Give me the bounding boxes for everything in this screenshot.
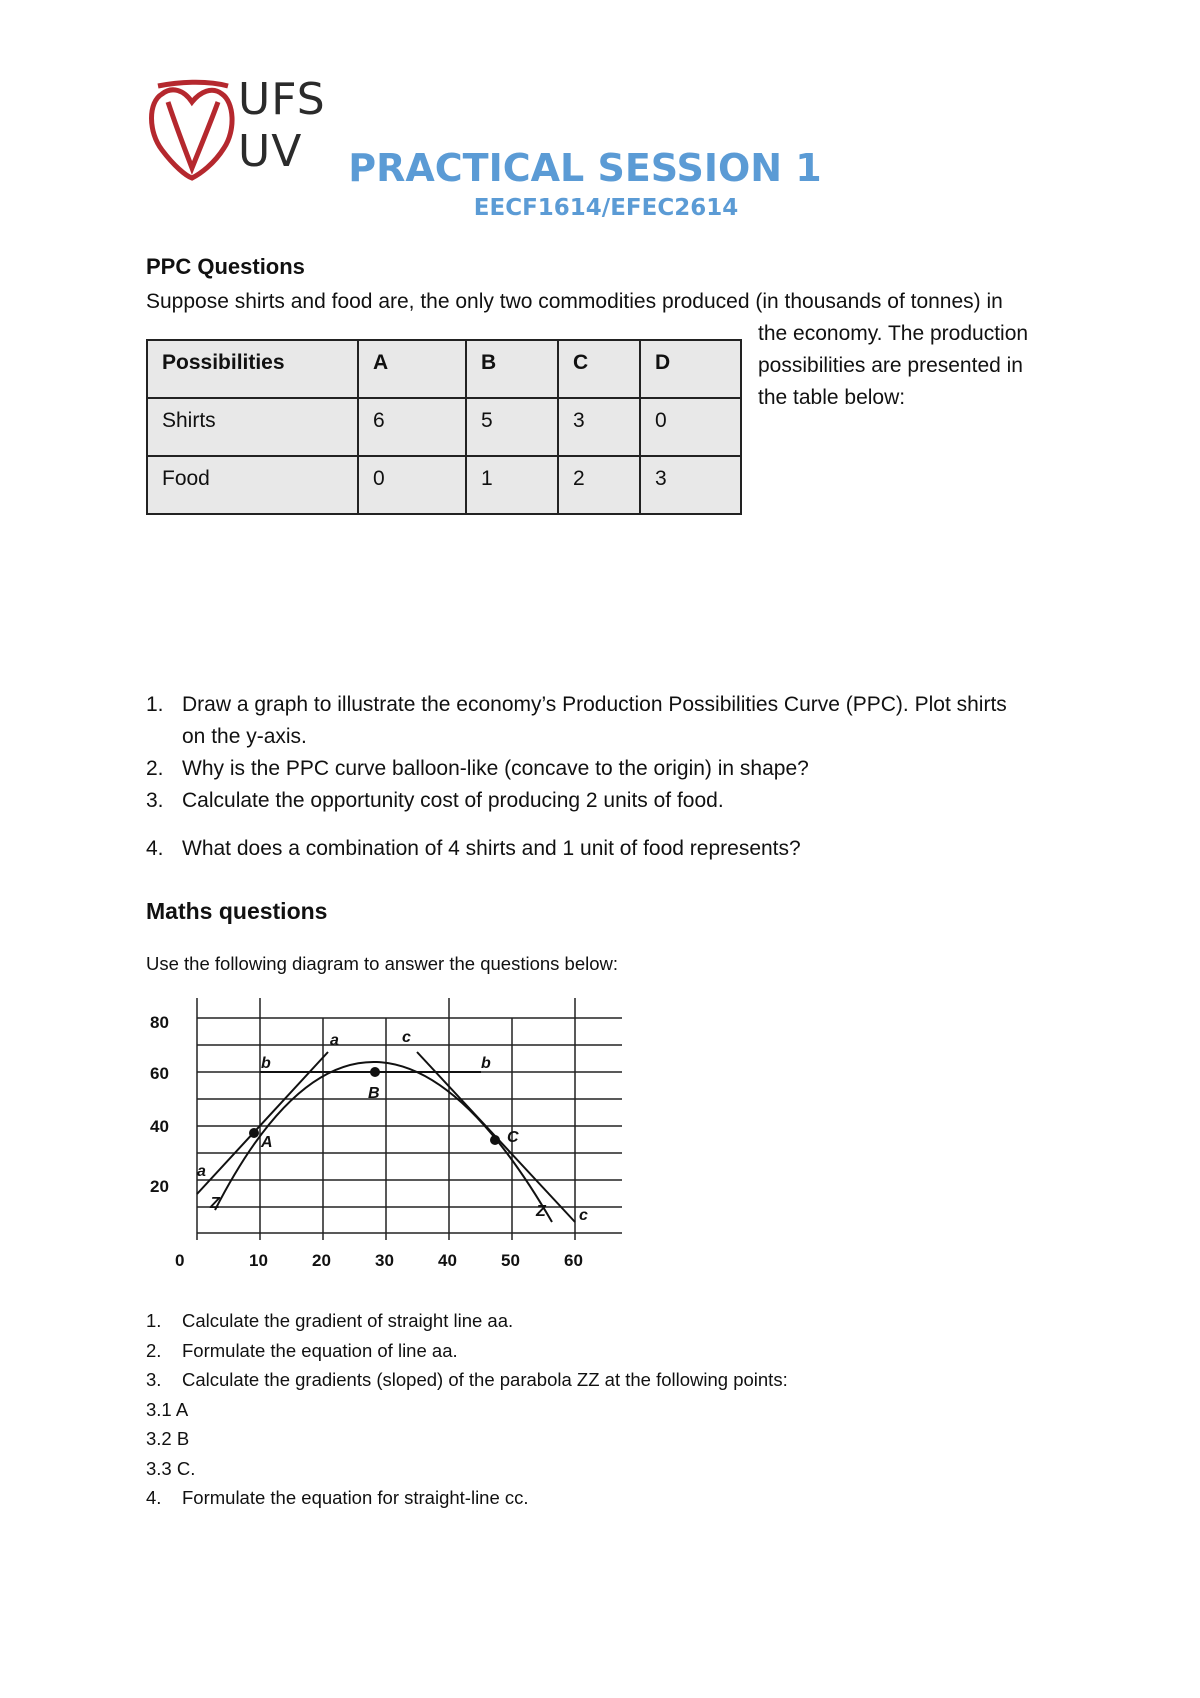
table-row	[147, 398, 741, 456]
list-number: 4.	[146, 1487, 162, 1508]
table-header-cell: B	[466, 340, 558, 398]
tangent-line-aa	[197, 1052, 328, 1194]
maths-questions-list	[146, 1306, 788, 1513]
ppc-intro-line2: the economy. The production	[758, 322, 1029, 345]
question-text: 3.3 C.	[146, 1457, 196, 1479]
list-item	[146, 1395, 788, 1425]
maths-heading: Maths questions	[146, 898, 328, 924]
table-cell: 2	[558, 456, 640, 514]
maths-intro: Use the following diagram to answer the questions below:	[146, 953, 619, 974]
question-text: 3.1 A	[146, 1398, 189, 1420]
point-a-dot	[249, 1128, 259, 1138]
table-header-cell: Possibilities	[147, 340, 358, 398]
list-number: 3.	[146, 1369, 162, 1390]
page-title: PRACTICAL SESSION 1	[348, 146, 822, 190]
table-cell: 1	[466, 456, 558, 514]
table-cell: Shirts	[147, 398, 358, 456]
label-b-left: b	[261, 1055, 271, 1072]
x-tick-label: 20	[312, 1251, 331, 1270]
question-text: Calculate the gradients (sloped) of the parabola ZZ at the following points:	[182, 1369, 788, 1390]
logo-line-uv: UV	[238, 126, 303, 177]
table-header-cell: A	[358, 340, 466, 398]
question-text: Calculate the gradient of straight line aa.	[182, 1310, 514, 1331]
label-z-left: Z	[210, 1195, 220, 1212]
table-cell: 5	[466, 398, 558, 456]
table-header-cell: C	[558, 340, 640, 398]
question-text: Formulate the equation for straight-line cc.	[182, 1487, 529, 1508]
list-item	[146, 1483, 788, 1513]
x-tick-label: 30	[375, 1251, 394, 1270]
label-c-top: c	[402, 1029, 411, 1046]
table-header-cell: D	[640, 340, 741, 398]
list-item	[146, 1454, 788, 1484]
label-point-b: B	[368, 1085, 380, 1102]
question-text: Why is the PPC curve balloon-like (concave to the origin) in shape?	[182, 757, 809, 780]
list-number: 3.	[146, 789, 164, 812]
list-number: 2.	[146, 1339, 162, 1361]
list-item	[146, 1336, 788, 1366]
table-row	[147, 456, 741, 514]
table-cell: 3	[558, 398, 640, 456]
list-number: 4.	[146, 837, 164, 860]
gradient-diagram	[150, 990, 630, 1290]
y-tick-label: 80	[150, 1013, 169, 1032]
list-item	[146, 833, 1007, 865]
label-z-right: Z	[536, 1203, 546, 1220]
label-b-right: b	[481, 1055, 491, 1072]
ppc-heading: PPC Questions	[146, 254, 305, 279]
point-b-dot	[370, 1067, 380, 1077]
logo-line-ufs: UFS	[238, 74, 326, 125]
table-cell: 3	[640, 456, 741, 514]
x-tick-label: 10	[249, 1251, 268, 1270]
label-c-bottom: c	[579, 1207, 588, 1224]
question-text: on the y-axis.	[182, 725, 307, 748]
ppc-intro-line1: Suppose shirts and food are, the only two commodities produced (in thousands of tonnes) in	[146, 290, 1003, 313]
table-cell: 0	[358, 456, 466, 514]
list-item	[146, 1306, 788, 1336]
question-text: Draw a graph to illustrate the economy’s Production Possibilities Curve (PPC). Plot shirts	[182, 693, 1007, 716]
list-number: 2.	[146, 757, 164, 780]
y-tick-label: 60	[150, 1064, 169, 1083]
y-tick-label: 20	[150, 1177, 169, 1196]
ppc-intro-line4: the table below:	[758, 386, 906, 409]
course-code: EECF1614/EFEC2614	[473, 195, 739, 221]
label-a-left: a	[197, 1163, 206, 1180]
question-text: What does a combination of 4 shirts and 1 unit of food represents?	[182, 837, 801, 860]
list-item	[146, 689, 1007, 753]
table-cell: 0	[640, 398, 741, 456]
question-text: Formulate the equation of line aa.	[182, 1339, 458, 1361]
x-tick-label: 50	[501, 1251, 520, 1270]
ppc-intro-line3: possibilities are presented in	[758, 354, 1023, 377]
production-possibilities-table	[146, 339, 742, 515]
question-text: 3.2 B	[146, 1428, 190, 1449]
label-point-c: C	[507, 1129, 519, 1146]
list-item	[146, 753, 1007, 785]
x-tick-label: 0	[175, 1251, 185, 1270]
ppc-questions-list	[146, 689, 1007, 865]
point-c-dot	[490, 1135, 500, 1145]
label-point-a: A	[261, 1134, 273, 1151]
label-a-top: a	[330, 1032, 339, 1049]
list-number: 1.	[146, 1310, 162, 1331]
list-item	[146, 1424, 788, 1454]
table-cell: Food	[147, 456, 358, 514]
list-item	[146, 1365, 788, 1395]
list-number: 1.	[146, 693, 164, 716]
y-tick-label: 40	[150, 1117, 169, 1136]
table-cell: 6	[358, 398, 466, 456]
x-tick-label: 60	[564, 1251, 583, 1270]
question-text: Calculate the opportunity cost of producing 2 units of food.	[182, 789, 724, 812]
table-row	[147, 340, 741, 398]
list-item	[146, 785, 1007, 817]
x-tick-label: 40	[438, 1251, 457, 1270]
